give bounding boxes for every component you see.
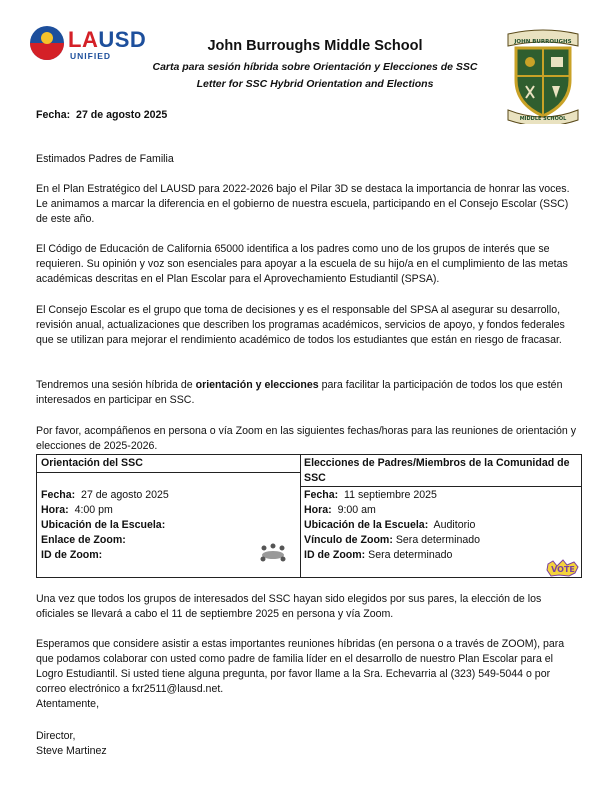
orientation-zoom-id: ID de Zoom: bbox=[41, 549, 103, 561]
lausd-wordmark: LAUSD bbox=[68, 27, 147, 52]
paragraph-3: El Consejo Escolar es el grupo que toma de decisiones y es el responsable del SPSA al asegurar su desarrollo, revisión anual, actualizaciones que describen los programas académicos, servicios de apoyo, y fondos federales que se utilizan para mejorar el rendimiento académico de todos los estudiantes que están en riesgo de fracasar. bbox=[36, 304, 565, 346]
svg-text:MIDDLE SCHOOL: MIDDLE SCHOOL bbox=[519, 116, 567, 122]
lausd-subtext: UNIFIED bbox=[70, 51, 111, 61]
svg-text:JOHN BURROUGHS: JOHN BURROUGHS bbox=[514, 39, 572, 45]
meetings-table bbox=[36, 454, 582, 578]
paragraph-6: Una vez que todos los grupos de interesados del SSC hayan sido elegidos por sus pares, la elección de los oficiales se llevará a cabo el 11 de septiembre 2025 en persona y vía Zoom. bbox=[36, 593, 542, 620]
elections-zoom-link: Vínculo de Zoom: Sera determinado bbox=[304, 534, 481, 546]
svg-text:VOTE: VOTE bbox=[551, 565, 575, 574]
subtitle-english: Letter for SSC Hybrid Orientation and Elections bbox=[196, 78, 434, 90]
orientation-location: Ubicación de la Escuela: bbox=[41, 519, 166, 531]
elections-header: Elecciones de Padres/Miembros de la Comunidad de SSC bbox=[304, 457, 570, 484]
vote-icon bbox=[545, 558, 581, 578]
letter-date: Fecha: 27 de agosto 2025 bbox=[36, 109, 168, 121]
greeting: Estimados Padres de Familia bbox=[36, 153, 174, 165]
school-name: John Burroughs Middle School bbox=[207, 38, 423, 54]
orientation-zoom-link: Enlace de Zoom: bbox=[41, 534, 126, 546]
paragraph-5: Por favor, acompáñenos en persona o vía Zoom en las siguientes fechas/horas para las reuniones de orientación y elecciones de 2025-2026. bbox=[36, 425, 577, 452]
orientation-date: Fecha: 27 de agosto 2025 bbox=[41, 489, 169, 501]
meeting-table-icon bbox=[258, 541, 288, 563]
orientation-header: Orientación del SSC bbox=[41, 457, 143, 469]
signature-name: Steve Martinez bbox=[36, 745, 107, 757]
lausd-emblem-icon bbox=[30, 26, 64, 60]
elections-time: Hora: 9:00 am bbox=[304, 504, 376, 516]
elections-date: Fecha: 11 septiembre 2025 bbox=[304, 489, 437, 501]
paragraph-1: En el Plan Estratégico del LAUSD para 2022-2026 bajo el Pilar 3D se destaca la importancia de honrar las voces. Le animamos a marcar la diferencia en el gobierno de nuestra escuela, participando en el Consejo Escolar (SSC) de este año. bbox=[36, 183, 570, 225]
elections-zoom-id: ID de Zoom: Sera determinado bbox=[304, 549, 453, 561]
paragraph-2: El Código de Educación de California 65000 identifica a los padres como uno de los grupos de interés que se requieren. Su opinión y voz son esenciales para apoyar a la escuela de su hijo/a en el cumplimiento de las metas académicas descritas en el Plan Escolar para el Aprovechamiento Estudiantil (SPSA). bbox=[36, 243, 568, 285]
subtitle-spanish: Carta para sesión híbrida sobre Orientación y Elecciones de SSC bbox=[152, 61, 478, 73]
paragraph-7: Esperamos que considere asistir a estas importantes reuniones híbridas (en persona o a través de ZOOM), para que podamos colaborar con usted como padre de familia líder en el desarrollo de nuestro Plan Escolar para el Logro Estudiantil. Si usted tiene alguna pregunta, por favor llame a la Sra. Echevarria al (323) 549-5044 o por correo electrónico a fxr2511@lausd.net. bbox=[36, 638, 565, 695]
paragraph-4: Tendremos una sesión híbrida de orientación y elecciones para facilitar la participación de todos los que estén interesados en participar en SSC. bbox=[36, 379, 563, 406]
orientation-time: Hora: 4:00 pm bbox=[41, 504, 113, 516]
elections-location: Ubicación de la Escuela: Auditorio bbox=[304, 519, 476, 531]
signature-title: Director, bbox=[36, 730, 76, 742]
closing: Atentamente, bbox=[36, 698, 100, 710]
